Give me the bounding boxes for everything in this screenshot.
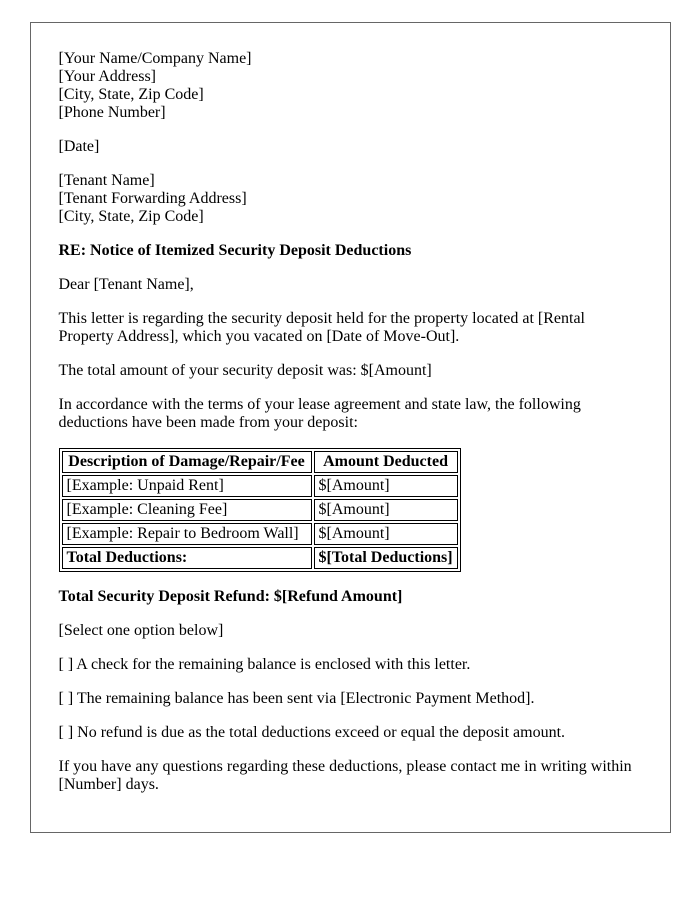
sender-name: [Your Name/Company Name] — [58, 50, 252, 67]
option-no-refund: [ ] No refund is due as the total deductions exceed or equal the deposit amount. — [58, 724, 566, 741]
recipient-city-state-zip: [City, State, Zip Code] — [58, 208, 204, 225]
recipient-address: [Tenant Forwarding Address] — [58, 190, 247, 207]
header-amount: Amount Deducted — [314, 451, 458, 473]
letter-page — [30, 22, 671, 833]
refund-line: Total Security Deposit Refund: $[Refund Amount] — [58, 588, 403, 605]
row-amount: $[Amount] — [314, 475, 458, 497]
recipient-block — [59, 172, 642, 226]
option-check-enclosed: [ ] A check for the remaining balance is enclosed with this letter. — [58, 656, 471, 673]
row-description: [Example: Unpaid Rent] — [62, 475, 312, 497]
total-label: Total Deductions: — [62, 547, 312, 569]
recipient-name: [Tenant Name] — [58, 172, 155, 189]
option-electronic-payment: [ ] The remaining balance has been sent via [Electronic Payment Method]. — [58, 690, 535, 707]
sender-address: [Your Address] — [58, 68, 156, 85]
table-total-row — [62, 547, 458, 569]
header-description: Description of Damage/Repair/Fee — [62, 451, 312, 473]
table-header-row — [62, 451, 458, 473]
deductions-table — [59, 448, 461, 572]
date-line: [Date] — [58, 138, 100, 155]
total-amount: $[Total Deductions] — [314, 547, 458, 569]
row-amount: $[Amount] — [314, 523, 458, 545]
sender-block — [59, 50, 642, 122]
subject-line: RE: Notice of Itemized Security Deposit Deductions — [58, 242, 412, 259]
salutation: Dear [Tenant Name], — [58, 276, 194, 293]
row-description: [Example: Repair to Bedroom Wall] — [62, 523, 312, 545]
paragraph-deductions-intro: In accordance with the terms of your lease agreement and state law, the following deductions have been made from your deposit: — [58, 396, 581, 431]
paragraph-deposit-total: The total amount of your security deposit was: $[Amount] — [58, 362, 432, 379]
sender-city-state-zip: [City, State, Zip Code] — [58, 86, 204, 103]
paragraph-intro: This letter is regarding the security deposit held for the property located at [Rental Property Address], which you vacated on [Date of Move-Out]. — [58, 310, 585, 345]
table-row — [62, 523, 458, 545]
paragraph-contact: If you have any questions regarding these deductions, please contact me in writing within [Number] days. — [58, 758, 632, 793]
row-description: [Example: Cleaning Fee] — [62, 499, 312, 521]
table-row — [62, 499, 458, 521]
table-row — [62, 475, 458, 497]
select-option-note: [Select one option below] — [58, 622, 224, 639]
sender-phone: [Phone Number] — [58, 104, 166, 121]
row-amount: $[Amount] — [314, 499, 458, 521]
